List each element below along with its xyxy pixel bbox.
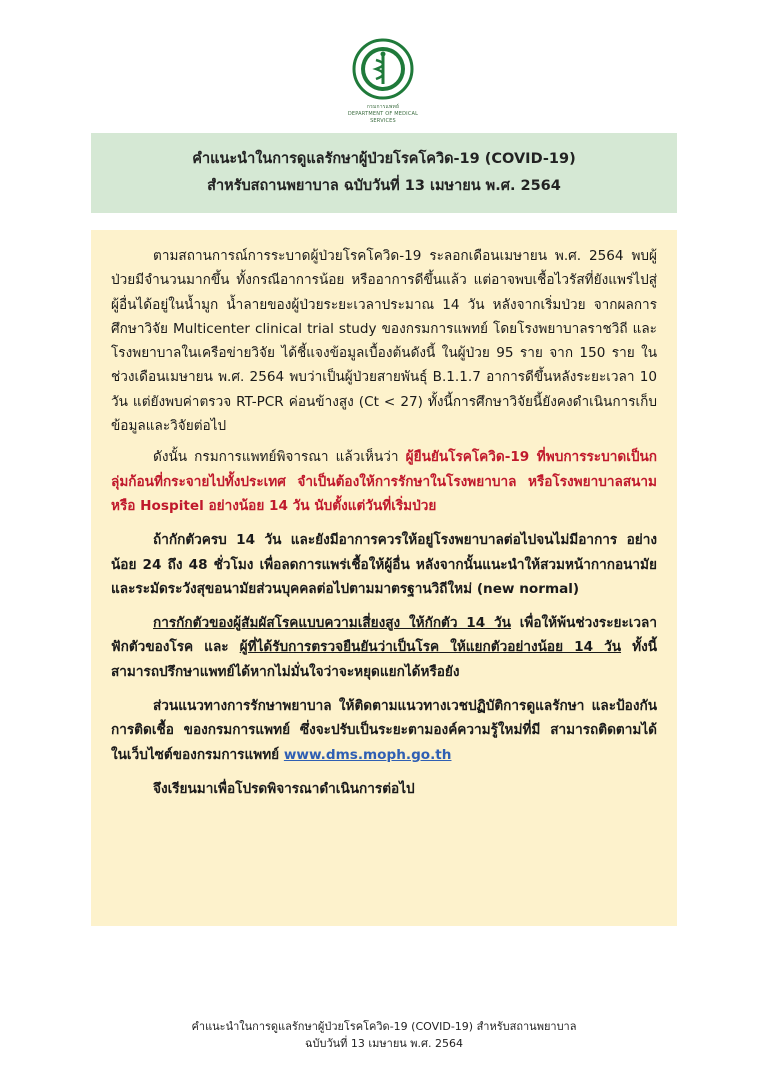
- dms-website-link[interactable]: www.dms.moph.go.th: [283, 746, 452, 763]
- content-panel: [91, 230, 677, 926]
- ministry-seal-icon: [343, 38, 423, 100]
- paragraph-quarantine: [111, 611, 657, 684]
- paragraph-situation-text: ตามสถานการณ์การระบาดผู้ป่วยโรคโควิด-19 ระลอกเดือนเมษายน พ.ศ. 2564 พบผู้ป่วยมีจำนวนมากขึ้น ทั้งกรณีอาการน้อย หรืออาการดีขึ้นแล้ว แต่อาจพบเชื้อไวรัสที่ยังแพร่ไปสู่ผู้อื่นได้อยู่ในน้ำมูก น้ำลายของผู้ป่วยระยะเวลาประมาณ 14 วัน หลังจากเริ่มป่วย จากผลการศึกษาวิจัย Multicenter clinical trial study ของกรมการแพทย์ โดยโรงพยาบาลราชวิถี และโรงพยาบาลในเครือข่ายวิจัย ได้ชี้แจงข้อมูลเบื้องต้นดังนี้ ในผู้ป่วย 95 ราย จาก 150 ราย ในช่วงเดือนเมษายน พ.ศ. 2564 พบว่าเป็นผู้ป่วยสายพันธุ์ B.1.1.7 อาการดีขึ้นหลังระยะเวลา 10 วัน แต่ยังพบค่าตรวจ RT-PCR ค่อนข้างสูง (Ct < 27) ทั้งนี้การศึกษาวิจัยนี้ยังคงดำเนินการเก็บข้อมูลและวิจัยต่อไป: [111, 248, 657, 435]
- footer-line-1: คำแนะนำในการดูแลรักษาผู้ป่วยโรคโควิด-19 (COVID-19) สำหรับสถานพยาบาล: [191, 1020, 577, 1033]
- paragraph-decision: [111, 445, 657, 518]
- paragraph-isolation: [111, 528, 657, 601]
- quarantine-text-2: ทั้งนี้สามารถปรึกษาแพทย์ได้หากไม่มั่นใจว่าจะหยุดแยกได้หรือยัง: [111, 639, 657, 680]
- title-line-2: สำหรับสถานพยาบาล ฉบับวันที่ 13 เมษายน พ.ศ. 2564: [207, 178, 561, 194]
- page-footer: [0, 1018, 768, 1052]
- title-line-1: คำแนะนำในการดูแลรักษาผู้ป่วยโรคโควิด-19 (COVID-19): [192, 151, 576, 167]
- logo-english-caption: DEPARTMENT OF MEDICAL SERVICES: [347, 111, 419, 124]
- guidelines-text: ส่วนแนวทางการรักษาพยาบาล ให้ติดตามแนวทางเวชปฏิบัติการดูแลรักษา และป้องกันการติดเชื้อ ของกรมการแพทย์ ซึ่งจะปรับเป็นระยะตามองค์ความรู้ใหม่ที่มี สามารถติดตามได้ในเว็บไซต์ของกรมการแพทย์: [111, 698, 657, 763]
- closing-text: จึงเรียนมาเพื่อโปรดพิจารณาดำเนินการต่อไป: [153, 780, 415, 797]
- paragraph-decision-lead: ดังนั้น กรมการแพทย์พิจารณา แล้วเห็นว่า: [153, 449, 406, 466]
- paragraph-guidelines: [111, 694, 657, 767]
- document-title: [91, 133, 677, 213]
- paragraph-decision-emphasis: ผู้ยืนยันโรคโควิด-19 ที่พบการระบาดเป็นกลุ่มก้อนที่กระจายไปทั้งประเทศ จำเป็นต้องให้การรักษาในโรงพยาบาล หรือโรงพยาบาลสนาม หรือ Hospitel อย่างน้อย 14 วัน นับตั้งแต่วันที่เริ่มป่วย: [111, 449, 657, 514]
- paragraph-closing: [111, 777, 657, 801]
- quarantine-text-1: เพื่อให้พ้นช่วงระยะเวลาฟักตัวของโรค และ: [111, 615, 658, 656]
- department-logo: [343, 38, 423, 125]
- paragraph-situation: [111, 244, 657, 438]
- paragraph-isolation-text: ถ้ากักตัวครบ 14 วัน และยังมีอาการควรให้อยู่โรงพยาบาลต่อไปจนไม่มีอาการ อย่างน้อย 24 ถึง 48 ชั่วโมง เพื่อลดการแพร่เชื้อให้ผู้อื่น หลังจากนั้นแนะนำให้สวมหน้ากากอนามัยและระมัดระวังสุขอนามัยส่วนบุคคลต่อไปตามมาตรฐานวิถีใหม่ (new normal): [111, 532, 657, 597]
- quarantine-high-risk: การกักตัวของผู้สัมผัสโรคแบบความเสี่ยงสูง ให้กักตัว 14 วัน: [153, 615, 511, 632]
- logo-thai-caption: กรมการแพทย์: [366, 104, 400, 110]
- footer-line-2: ฉบับวันที่ 13 เมษายน พ.ศ. 2564: [304, 1037, 463, 1050]
- quarantine-confirmed: ผู้ที่ได้รับการตรวจยืนยันว่าเป็นโรค ให้แยกตัวอย่างน้อย 14 วัน: [239, 639, 622, 656]
